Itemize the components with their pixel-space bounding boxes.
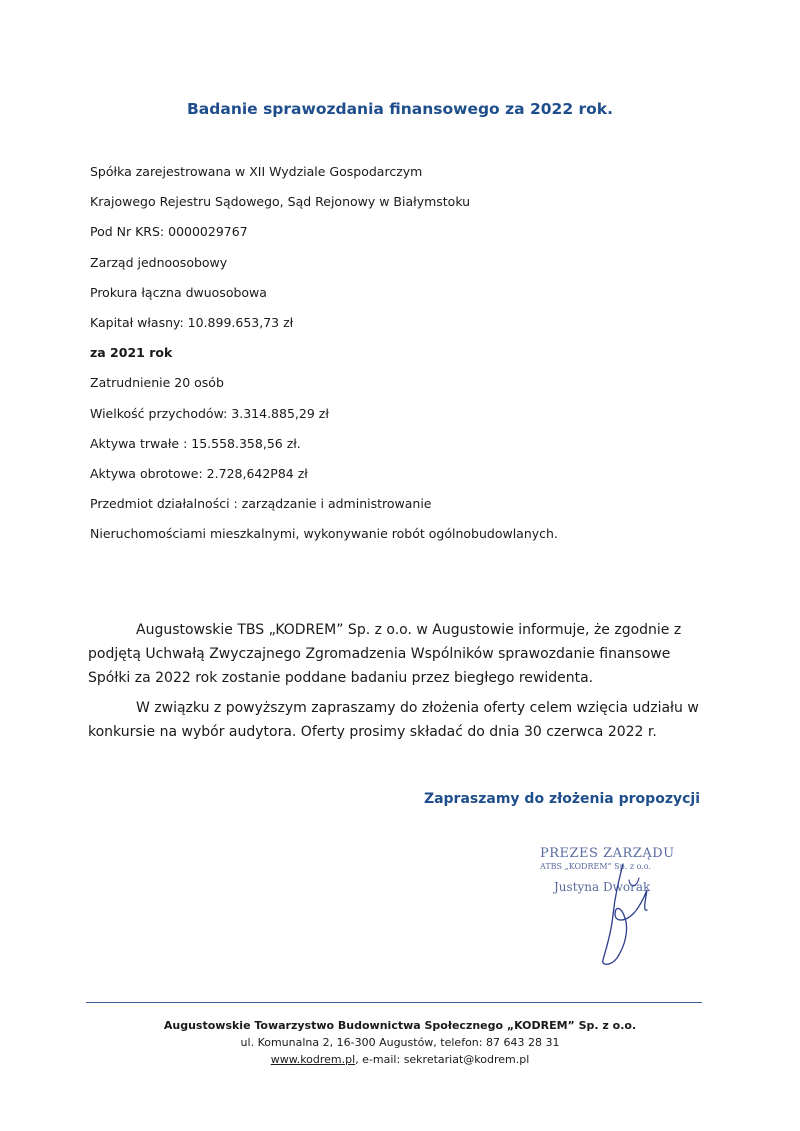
footer-divider (86, 1002, 702, 1003)
company-info-line: Spółka zarejestrowana w XII Wydziale Gospodarczym (90, 164, 423, 179)
company-info-line: Wielkość przychodów: 3.314.885,29 zł (90, 405, 329, 421)
footer-email: , e-mail: sekretariat@kodrem.pl (355, 1053, 530, 1066)
paragraph-1 (88, 618, 700, 690)
stamp-title: PREZES ZARZĄDU (540, 846, 675, 861)
stamp-company: ATBS „KODREM” Sp. z o.o. (540, 862, 652, 871)
paragraph-2-text: W związku z powyższym zapraszamy do złożenia oferty celem wzięcia udziału w konkursie na wybór audytora. Oferty prosimy składać do dnia 30 czerwca 2022 r. (88, 700, 699, 740)
company-info-line: Nieruchomościami mieszkalnymi, wykonywanie robót ogólnobudowlanych. (90, 526, 558, 542)
footer (0, 1019, 800, 1066)
footer-contact (0, 1053, 800, 1066)
company-info-line: Pod Nr KRS: 0000029767 (90, 224, 248, 240)
company-info-line: Zatrudnienie 20 osób (90, 375, 224, 391)
company-info-line: Zarząd jednoosobowy (90, 254, 228, 270)
paragraph-2 (88, 696, 700, 744)
website-link[interactable]: www.kodrem.pl (270, 1053, 356, 1066)
paragraph-1-text: Augustowskie TBS „KODREM” Sp. z o.o. w Augustowie informuje, że zgodnie z podjętą Uchwałą Zwyczajnego Zgromadzenia Wspólników sprawozdanie finansowe Spółki za 2022 rok zostanie poddane badaniu przez biegłego rewidenta. (88, 622, 682, 686)
closing-line: Zapraszamy do złożenia propozycji (423, 791, 700, 807)
company-info-line: za 2021 rok (90, 345, 173, 361)
company-info-line: Aktywa obrotowe: 2.728,642P84 zł (90, 466, 308, 481)
handwritten-signature (585, 860, 665, 970)
document-heading: Badanie sprawozdania finansowego za 2022 rok. (186, 100, 614, 118)
footer-address: ul. Komunalna 2, 16-300 Augustów, telefon: 87 643 28 31 (240, 1036, 560, 1049)
company-info-line: Prokura łączna dwuosobowa (90, 284, 267, 300)
footer-company: Augustowskie Towarzystwo Budownictwa Społecznego „KODREM” Sp. z o.o. (163, 1019, 637, 1032)
company-info-line: Przedmiot działalności : zarządzanie i administrowanie (90, 496, 432, 512)
company-info-line: Aktywa trwałe : 15.558.358,56 zł. (90, 435, 301, 451)
company-info-line: Krajowego Rejestru Sądowego, Sąd Rejonowy w Białymstoku (90, 194, 471, 210)
stamp-name: Justyna Dworak (554, 880, 651, 894)
company-info-line: Kapitał własny: 10.899.653,73 zł (90, 315, 294, 330)
